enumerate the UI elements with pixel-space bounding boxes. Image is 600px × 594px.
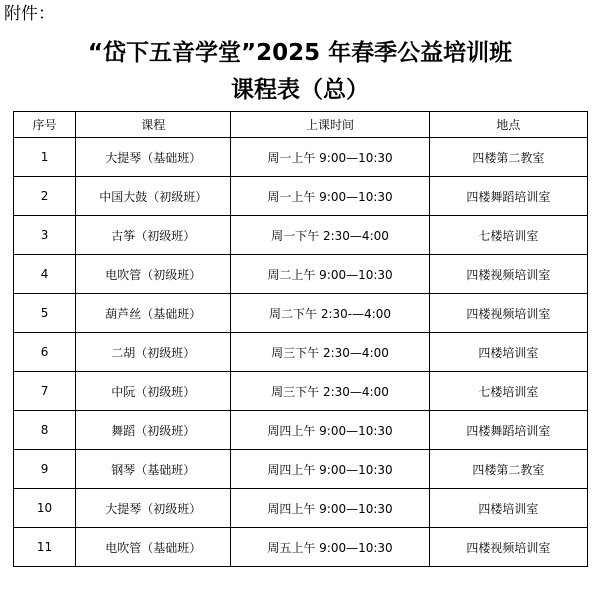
cell-course: 古筝（初级班） xyxy=(76,216,231,255)
cell-course: 大提琴（初级班） xyxy=(76,489,231,528)
cell-no: 9 xyxy=(14,450,76,489)
table-body xyxy=(14,138,588,567)
cell-place: 四楼视频培训室 xyxy=(429,528,587,567)
cell-no: 10 xyxy=(14,489,76,528)
column-header-no: 序号 xyxy=(14,112,76,138)
cell-no: 3 xyxy=(14,216,76,255)
table-header-row xyxy=(14,112,588,138)
table-row xyxy=(14,216,588,255)
cell-time: 周一下午 2:30—4:00 xyxy=(231,216,429,255)
schedule-table xyxy=(13,111,588,567)
cell-course: 大提琴（基础班） xyxy=(76,138,231,177)
column-header-time: 上课时间 xyxy=(231,112,429,138)
cell-time: 周一上午 9:00—10:30 xyxy=(231,177,429,216)
cell-place: 四楼培训室 xyxy=(429,333,587,372)
table-row xyxy=(14,138,588,177)
table-row xyxy=(14,294,588,333)
cell-course: 葫芦丝（基础班） xyxy=(76,294,231,333)
cell-course: 二胡（初级班） xyxy=(76,333,231,372)
cell-place: 四楼视频培训室 xyxy=(429,294,587,333)
cell-time: 周二下午 2:30-—4:00 xyxy=(231,294,429,333)
cell-place: 四楼视频培训室 xyxy=(429,255,587,294)
cell-no: 5 xyxy=(14,294,76,333)
cell-course: 中国大鼓（初级班） xyxy=(76,177,231,216)
column-header-place: 地点 xyxy=(429,112,587,138)
cell-course: 电吹管（基础班） xyxy=(76,528,231,567)
cell-place: 七楼培训室 xyxy=(429,372,587,411)
document-title: “岱下五音学堂”2025 年春季公益培训班 xyxy=(87,40,513,66)
table-row xyxy=(14,450,588,489)
column-header-course: 课程 xyxy=(76,112,231,138)
cell-time: 周四上午 9:00—10:30 xyxy=(231,411,429,450)
cell-place: 四楼第二教室 xyxy=(429,138,587,177)
cell-time: 周四上午 9:00—10:30 xyxy=(231,489,429,528)
cell-no: 4 xyxy=(14,255,76,294)
cell-place: 四楼培训室 xyxy=(429,489,587,528)
cell-no: 6 xyxy=(14,333,76,372)
cell-time: 周三下午 2:30—4:00 xyxy=(231,372,429,411)
cell-no: 11 xyxy=(14,528,76,567)
cell-time: 周五上午 9:00—10:30 xyxy=(231,528,429,567)
table-row xyxy=(14,177,588,216)
cell-time: 周四上午 9:00—10:30 xyxy=(231,450,429,489)
cell-time: 周三下午 2:30—4:00 xyxy=(231,333,429,372)
cell-course: 舞蹈（初级班） xyxy=(76,411,231,450)
cell-course: 钢琴（基础班） xyxy=(76,450,231,489)
table-row xyxy=(14,255,588,294)
cell-course: 电吹管（初级班） xyxy=(76,255,231,294)
cell-time: 周一上午 9:00—10:30 xyxy=(231,138,429,177)
cell-course: 中阮（初级班） xyxy=(76,372,231,411)
cell-place: 四楼舞蹈培训室 xyxy=(429,177,587,216)
cell-no: 8 xyxy=(14,411,76,450)
cell-place: 四楼舞蹈培训室 xyxy=(429,411,587,450)
cell-time: 周二上午 9:00—10:30 xyxy=(231,255,429,294)
cell-place: 七楼培训室 xyxy=(429,216,587,255)
table-row xyxy=(14,411,588,450)
table-row xyxy=(14,489,588,528)
attachment-label: 附件： xyxy=(4,4,55,24)
cell-no: 2 xyxy=(14,177,76,216)
document-subtitle: 课程表（总） xyxy=(231,77,369,103)
table-row xyxy=(14,372,588,411)
cell-no: 7 xyxy=(14,372,76,411)
cell-place: 四楼第二教室 xyxy=(429,450,587,489)
table-row xyxy=(14,528,588,567)
table-row xyxy=(14,333,588,372)
cell-no: 1 xyxy=(14,138,76,177)
